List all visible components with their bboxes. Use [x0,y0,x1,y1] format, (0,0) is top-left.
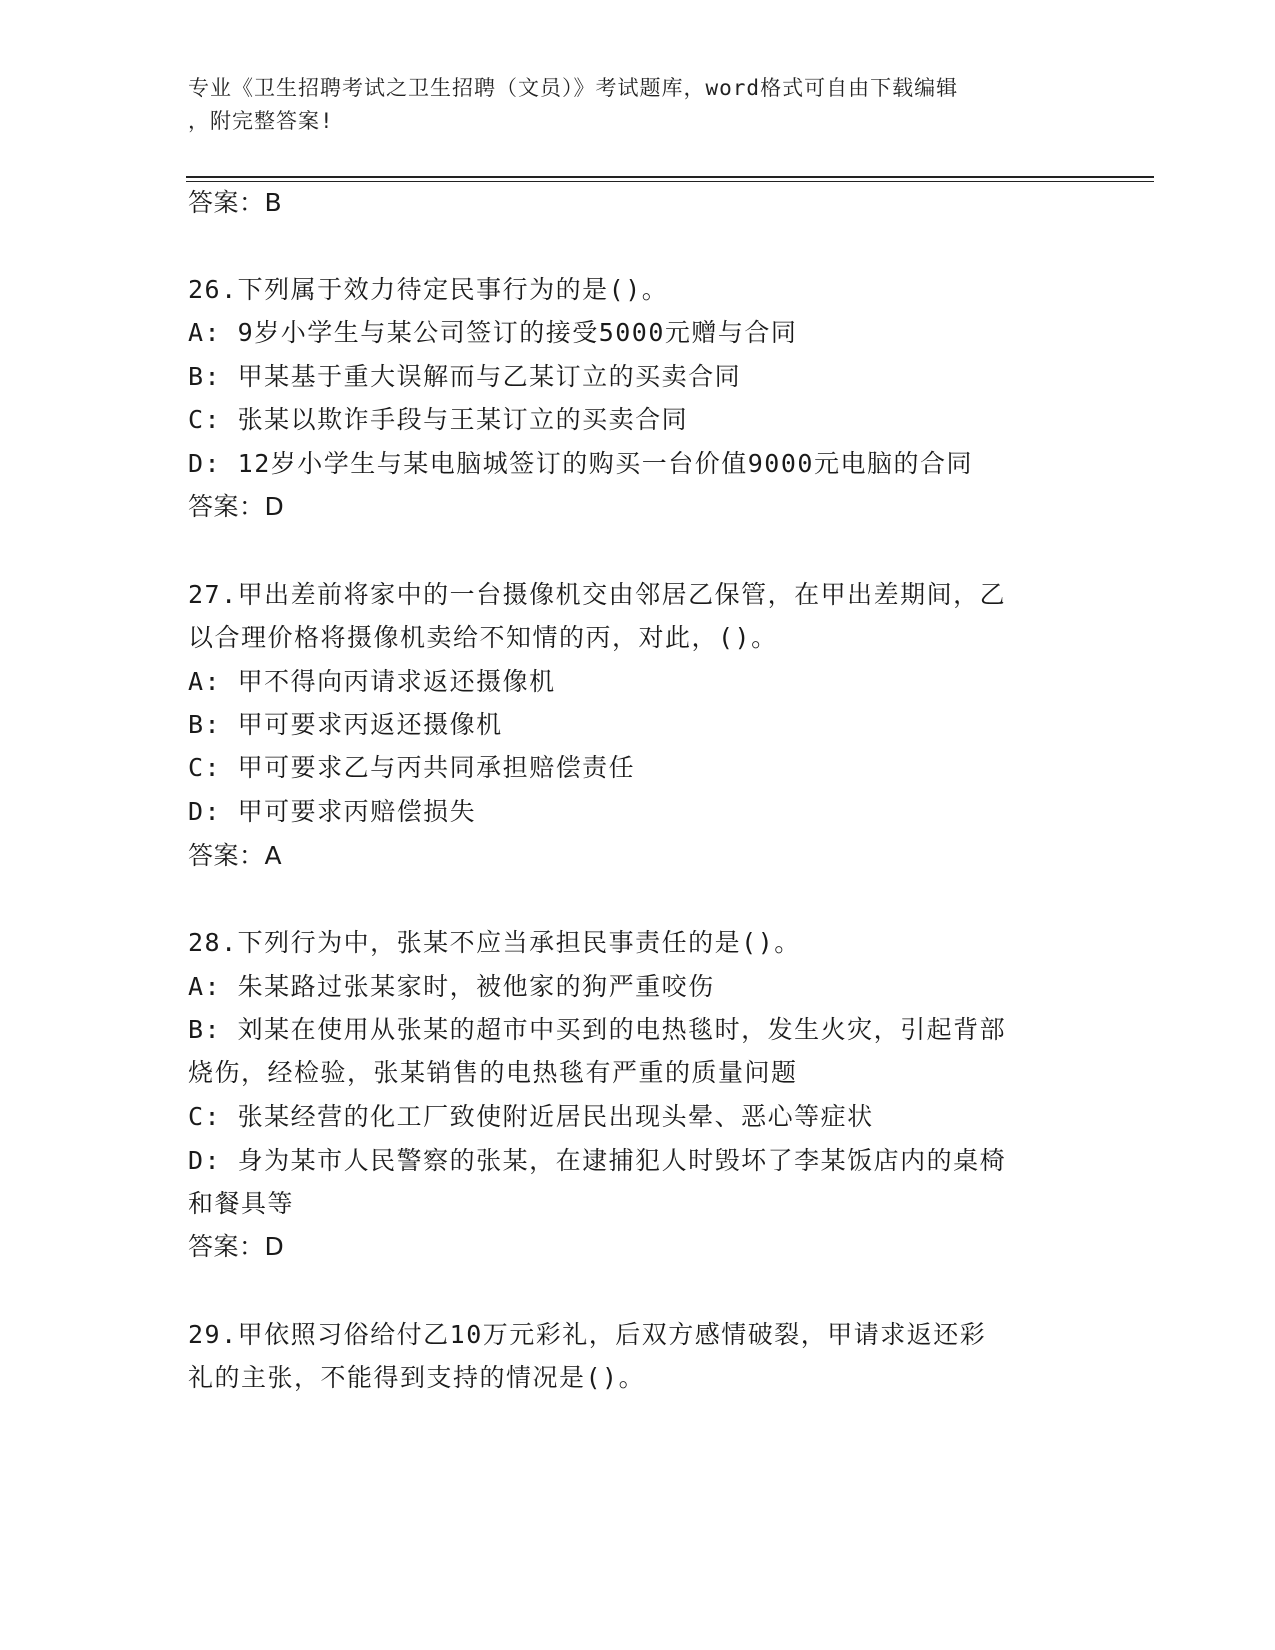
question-26-option-d: D: 12岁小学生与某电脑城签订的购买一台价值9000元电脑的合同 [188,449,973,478]
question-27-stem-line-2: 以合理价格将摄像机卖给不知情的丙，对此，()。 [188,623,778,652]
question-29-stem-line-1: 29.甲依照习俗给付乙10万元彩礼，后双方感情破裂，甲请求返还彩 [188,1320,987,1349]
page-header [188,72,1088,138]
question-26-option-b: B: 甲某基于重大误解而与乙某订立的买卖合同 [188,362,742,391]
question-27-stem-line-1: 27.甲出差前将家中的一台摄像机交由邻居乙保管，在甲出差期间，乙 [188,580,1007,609]
question-27-option-b: B: 甲可要求丙返还摄像机 [188,710,503,739]
question-28-option-b-line-1: B: 刘某在使用从张某的超市中买到的电热毯时，发生火灾，引起背部 [188,1015,1007,1044]
question-28-stem: 28.下列行为中，张某不应当承担民事责任的是()。 [188,928,801,957]
question-28-option-d-line-2: 和餐具等 [188,1189,295,1218]
question-27-option-a: A: 甲不得向丙请求返还摄像机 [188,667,556,696]
header-line-2: ，附完整答案! [188,109,334,133]
question-26-option-c: C: 张某以欺诈手段与王某订立的买卖合同 [188,405,689,434]
header-divider-thin [186,181,1154,182]
answer-25: 答案：B [188,188,283,217]
question-28-option-c: C: 张某经营的化工厂致使附近居民出现头晕、恶心等症状 [188,1102,874,1131]
question-27-option-d: D: 甲可要求丙赔偿损失 [188,797,477,826]
question-28-option-d-line-1: D: 身为某市人民警察的张某，在逮捕犯人时毁坏了李某饭店内的桌椅 [188,1146,1007,1175]
answer-26: 答案：D [188,492,285,521]
header-line-1: 专业《卫生招聘考试之卫生招聘（文员）》考试题库，word格式可自由下载编辑 [188,76,959,100]
question-26-stem: 26.下列属于效力待定民事行为的是()。 [188,275,669,304]
question-28-option-b-line-2: 烧伤，经检验，张某销售的电热毯有严重的质量问题 [188,1058,798,1087]
question-26-option-a: A: 9岁小学生与某公司签订的接受5000元赠与合同 [188,318,798,347]
answer-27: 答案：A [188,841,283,870]
header-divider-thick [186,176,1154,178]
question-29-stem-line-2: 礼的主张，不能得到支持的情况是()。 [188,1363,646,1392]
question-27-option-c: C: 甲可要求乙与丙共同承担赔偿责任 [188,753,636,782]
question-28-option-a: A: 朱某路过张某家时，被他家的狗严重咬伤 [188,972,715,1001]
answer-28: 答案：D [188,1232,285,1261]
